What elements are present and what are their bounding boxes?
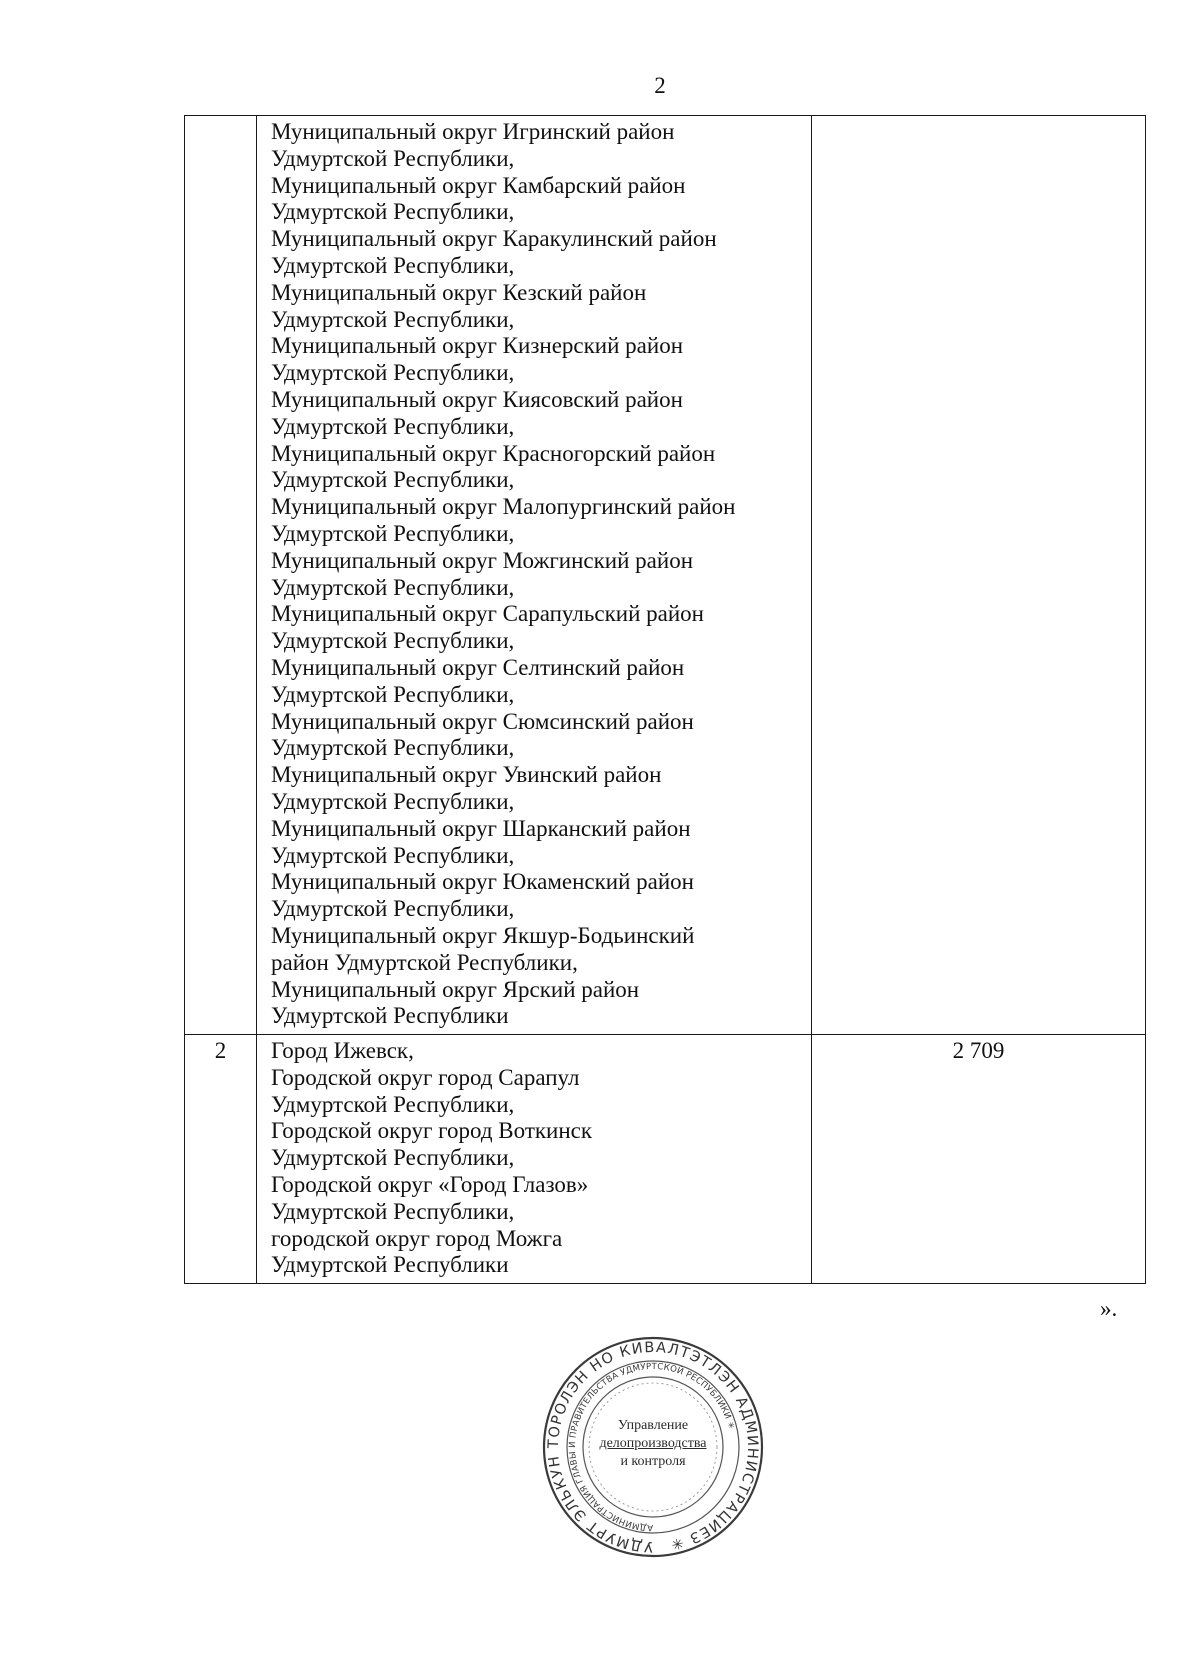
municipality-list: Город Ижевск, Городской округ город Сарапул Удмуртской Республики, Городской округ город Воткинск Удмуртской Республики, Городской округ «Город Глазов» Удмуртской Республики, городской округ город Можга Удмуртской Республики [257,1035,812,1284]
seal-center-line: делопроизводства [599,1436,707,1451]
row-value [812,116,1146,1035]
table-row [185,116,1146,1035]
row-number [185,116,257,1035]
districts-table [184,115,1146,1284]
seal-outer-text: УДМУРТ ЭЛЬКУН ТОРОЛЭН НО КИВАЛТЭТЛЭН АДМИНИСТРАЦИЕЗ ✳ [545,1339,761,1555]
page-number: 2 [654,73,666,98]
seal-inner-text: АДМИНИСТРАЦИЯ ГЛАВЫ И ПРАВИТЕЛЬСТВА УДМУРТСКОЙ РЕСПУБЛИКИ ✳ [567,1361,736,1533]
row-number: 2 [185,1035,257,1284]
official-seal-stamp [541,1335,765,1559]
municipality-list: Муниципальный округ Игринский район Удмуртской Республики, Муниципальный округ Камбарский район Удмуртской Республики, Муниципальный округ Каракулинский район Удмуртской Республики, Муниципальный округ Кезский район Удмуртской Республики, Муниципальный округ Кизнерский район Удмуртской Республики, Муниципальный округ Киясовский район Удмуртской Республики, Муниципальный округ Красногорский район Удмуртской Республики, Муниципальный округ Малопургинский район Удмуртской Республики, Муниципальный округ Можгинский район Удмуртской Республики, Муниципальный округ Сарапульский район Удмуртской Республики, Муниципальный округ Селтинский район Удмуртской Республики, Муниципальный округ Сюмсинский район Удмуртской Республики, Муниципальный округ Увинский район Удмуртской Республики, Муниципальный округ Шарканский район Удмуртской Республики, Муниципальный округ Юкаменский район Удмуртской Республики, Муниципальный округ Якшур-Бодьинский район Удмуртской Республики, Муниципальный округ Ярский район Удмуртской Республики [257,116,812,1035]
seal-center-text [589,1417,717,1471]
seal-center-line: и контроля [620,1454,686,1469]
table-row [185,1035,1146,1284]
seal-center-line: Управление [617,1418,689,1433]
row-value: 2 709 [812,1035,1146,1284]
closing-quote: ». [1100,1296,1118,1321]
